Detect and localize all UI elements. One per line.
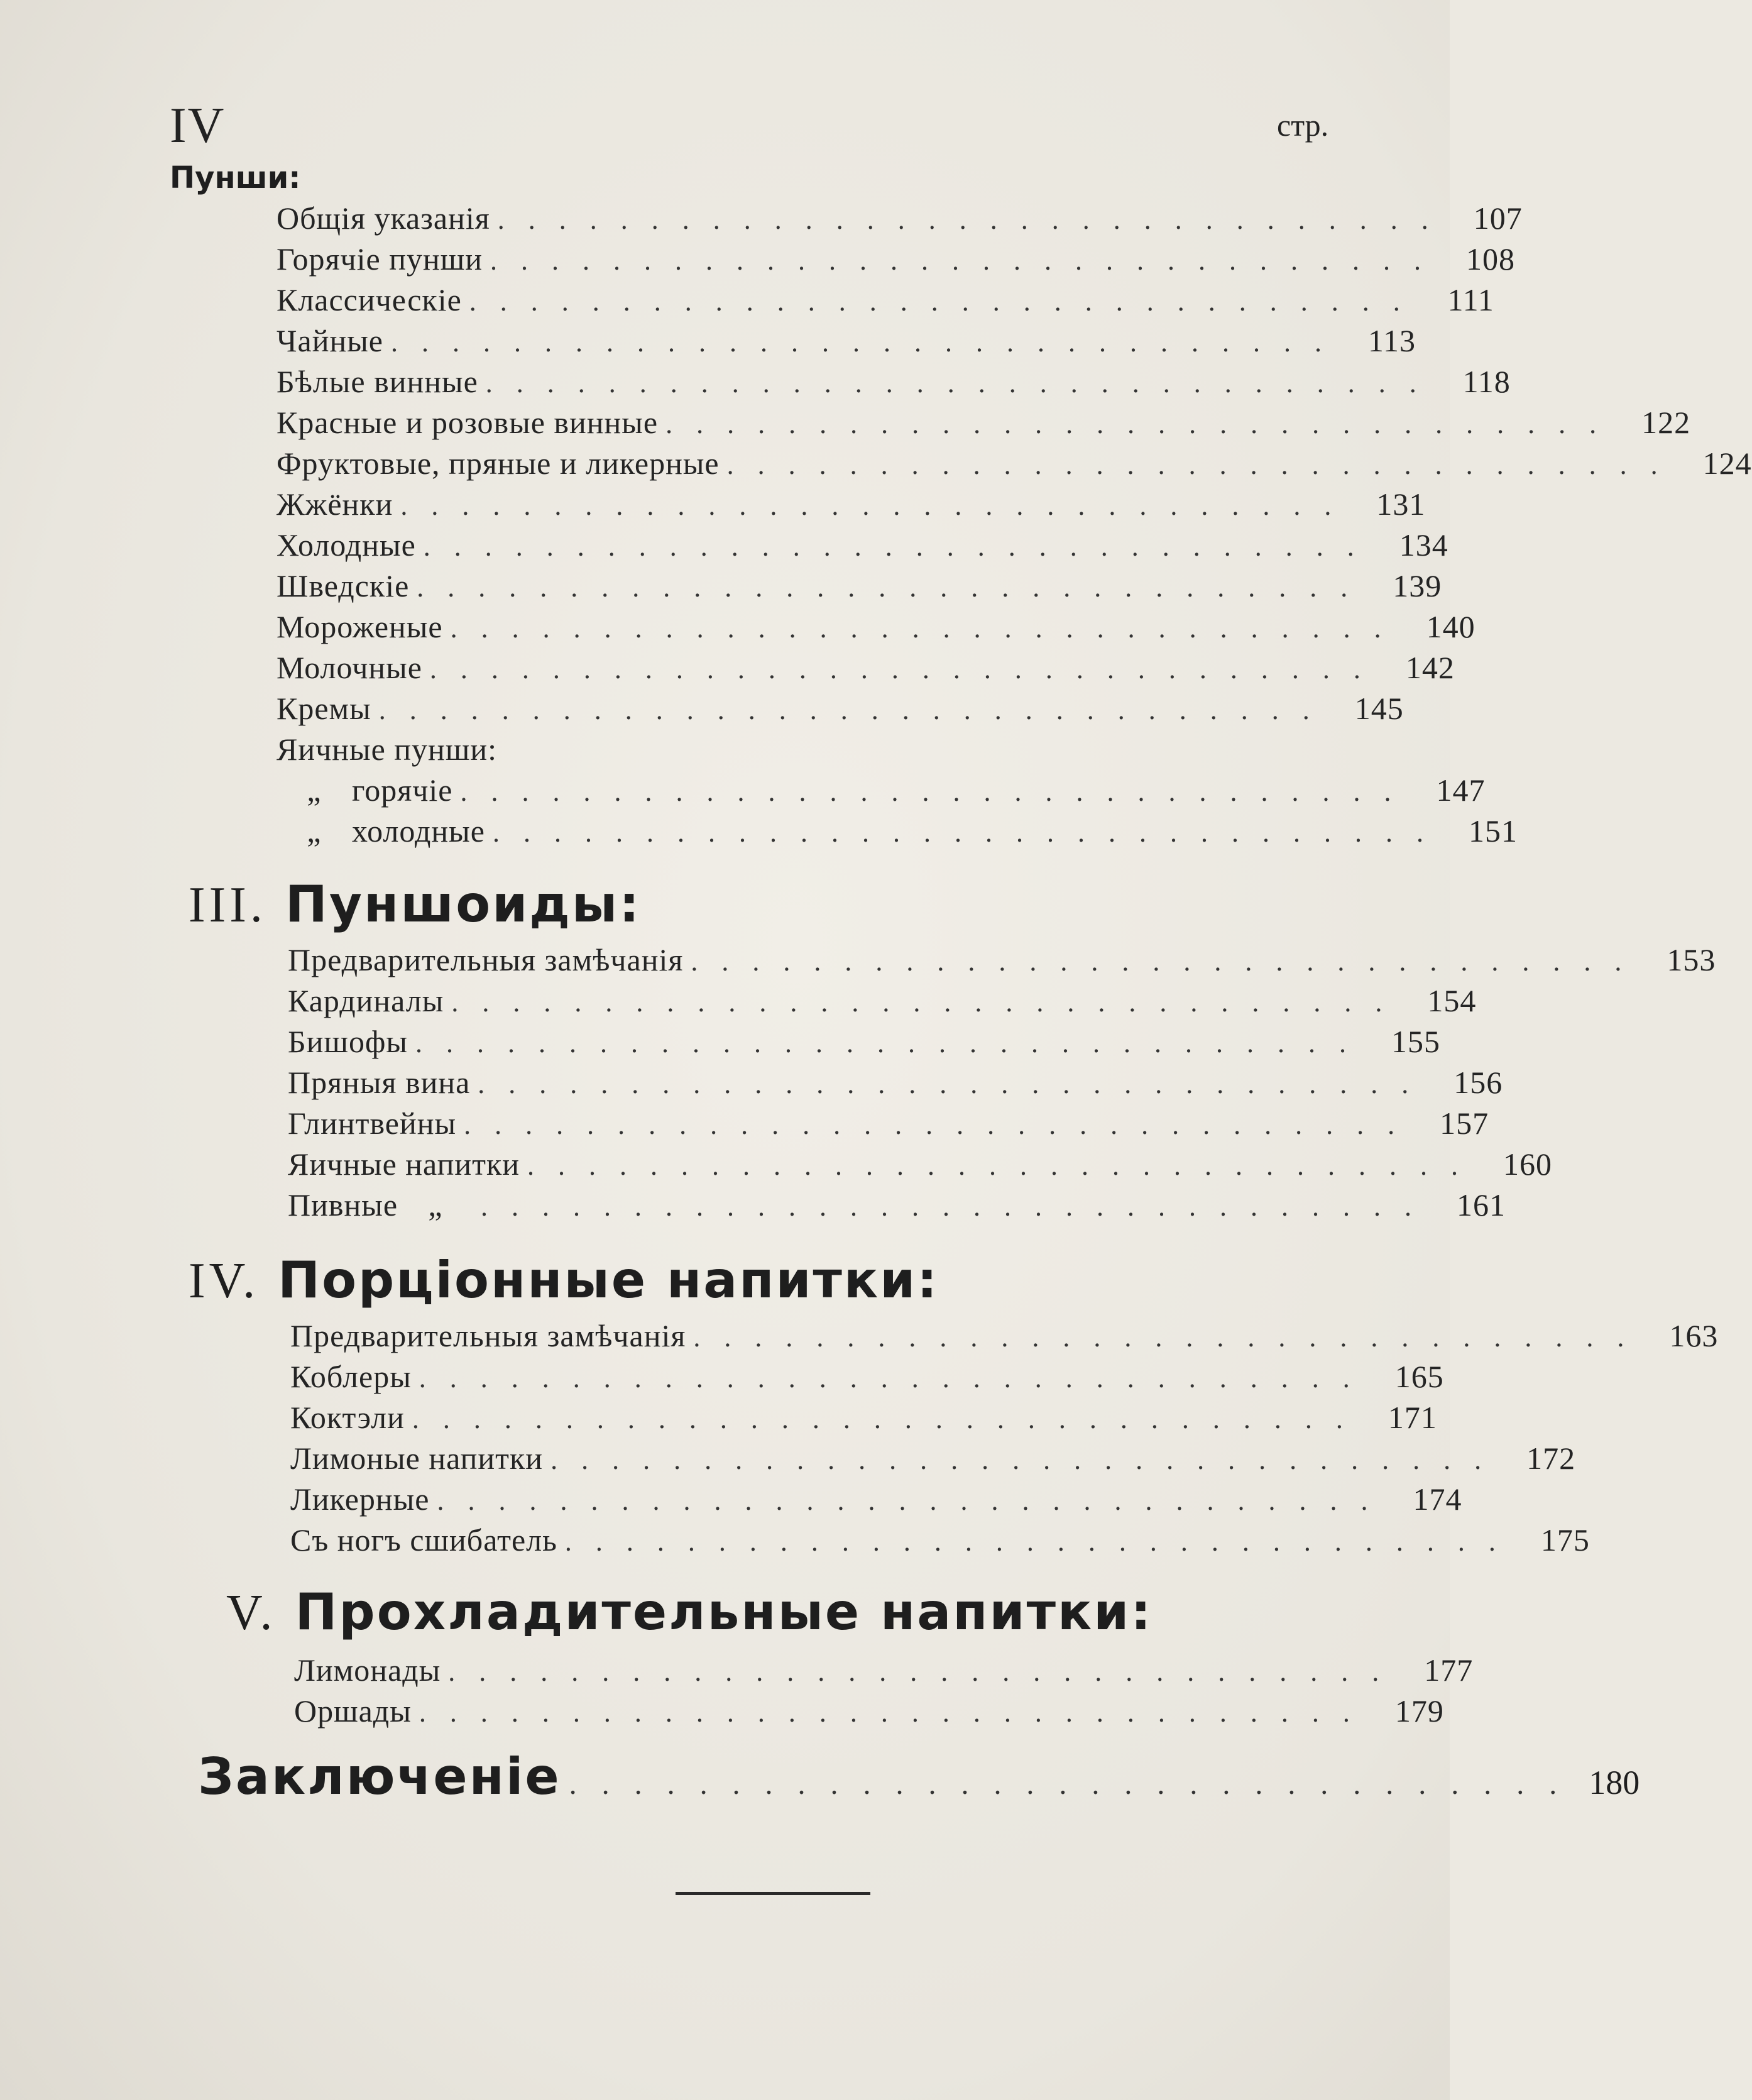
toc-entry-label: Холодные <box>276 527 416 563</box>
toc-entry <box>288 1023 1440 1064</box>
toc-entry-label <box>288 1187 473 1223</box>
toc-entry <box>276 690 1404 730</box>
section-title: Пуншоиды: <box>285 875 642 933</box>
dot-leader: ............................... <box>451 987 1406 1018</box>
dot-leader: ............................... <box>415 1028 1370 1058</box>
toc-entry-label-text: Пивные <box>288 1187 398 1223</box>
toc-entry-label: Бѣлые винные <box>276 364 478 399</box>
toc-entry-page: 107 <box>1473 201 1523 236</box>
toc-entry <box>288 1105 1489 1145</box>
toc-entry-label: Предварительныя замѣчанія <box>288 942 684 977</box>
end-rule <box>676 1892 870 1895</box>
toc-entry <box>288 1187 1506 1227</box>
toc-entry-page: 163 <box>1669 1318 1719 1353</box>
toc-entry-label: Лимоные напитки <box>290 1441 544 1476</box>
page-number: IV <box>170 98 226 153</box>
toc-entry <box>276 608 1476 649</box>
dot-leader: ............................... <box>497 204 1452 235</box>
page-column-label: стр. <box>1277 107 1329 143</box>
section-title: Порціонные напитки: <box>278 1251 939 1309</box>
toc-subentry-label: горячіе <box>352 772 453 808</box>
toc-entry <box>288 982 1477 1023</box>
dot-leader: ............................... <box>481 1191 1436 1222</box>
toc-entry-page: 124 <box>1702 446 1752 481</box>
toc-entry-page: 122 <box>1641 405 1691 440</box>
toc-entry-page: 147 <box>1436 772 1486 808</box>
toc-entry-page: 177 <box>1424 1652 1474 1688</box>
toc-entry <box>290 1317 1719 1358</box>
dot-leader: ............................... <box>726 449 1682 480</box>
conclusion-label: Заключеніе <box>198 1747 561 1806</box>
ditto-mark: „ <box>307 772 322 808</box>
toc-entry-label <box>276 813 485 849</box>
toc-entry-label: Общія указанія <box>276 201 490 236</box>
toc-entry <box>290 1399 1437 1439</box>
toc-entry-page: 142 <box>1405 650 1455 685</box>
toc-entry-page: 113 <box>1367 323 1416 358</box>
toc-entry <box>276 241 1516 281</box>
dot-leader: ............................... <box>485 368 1440 399</box>
dot-leader: ............................... <box>564 1526 1519 1557</box>
dot-leader: ............................... <box>400 490 1355 521</box>
dot-leader: ............................... <box>568 1769 1582 1801</box>
toc-entry-page: 156 <box>1454 1065 1503 1100</box>
toc-entry-label: Коктэли <box>290 1400 405 1435</box>
section-title-punches: Пунши: <box>170 160 301 195</box>
toc-entry <box>290 1440 1576 1480</box>
dot-leader: ............................... <box>412 1404 1367 1434</box>
dot-leader: ............................... <box>478 1069 1433 1099</box>
toc-entry-page: 155 <box>1391 1024 1440 1059</box>
toc-entry-page: 108 <box>1466 241 1516 277</box>
toc-entry-label: Оршады <box>294 1693 412 1729</box>
toc-entry-label: Глинтвейны <box>288 1106 457 1141</box>
toc-entry-page: 171 <box>1388 1400 1437 1435</box>
toc-entry <box>276 486 1426 526</box>
toc-entry-label: Пряныя вина <box>288 1065 471 1100</box>
dot-leader: ............................... <box>417 572 1372 603</box>
toc-entry-page: 154 <box>1427 983 1477 1018</box>
toc-entry <box>288 1064 1503 1104</box>
toc-entry <box>290 1522 1590 1562</box>
toc-entry-label: Жжёнки <box>276 487 393 522</box>
toc-entry <box>290 1358 1444 1399</box>
toc-entry-label: Кремы <box>276 691 371 726</box>
toc-entry <box>276 322 1416 363</box>
toc-entry-label: Горячіе пунши <box>276 241 483 277</box>
toc-entry-label: Коблеры <box>290 1359 412 1394</box>
ditto-mark: „ <box>307 813 322 849</box>
toc-entry-page: 131 <box>1376 487 1426 522</box>
section-heading-refreshing-drinks <box>226 1583 1152 1642</box>
section-number: IV. <box>189 1253 260 1309</box>
toc-entry-page: 118 <box>1462 364 1511 399</box>
dot-leader: ............................... <box>423 531 1378 562</box>
toc-entry-label: Предварительныя замѣчанія <box>290 1318 686 1353</box>
dot-leader: ............................... <box>469 286 1424 317</box>
toc-entry <box>276 649 1455 690</box>
toc-entry-page: 157 <box>1440 1106 1489 1141</box>
dot-leader: ............................... <box>450 613 1405 644</box>
toc-entry-label: Лимонады <box>294 1652 441 1688</box>
section-number: III. <box>189 877 266 933</box>
toc-subgroup-title <box>276 731 1335 771</box>
toc-entry <box>290 1481 1462 1521</box>
toc-entry-label: Съ ногъ сшибатель <box>290 1522 557 1558</box>
toc-entry-page: 174 <box>1413 1482 1462 1517</box>
toc-entry <box>276 445 1752 485</box>
toc-subentry-label: холодные <box>352 813 485 849</box>
toc-entry <box>276 282 1494 322</box>
dot-leader: ............................... <box>492 817 1447 848</box>
ditto-mark: „ <box>428 1187 443 1223</box>
toc-entry-label: Классическіе <box>276 282 462 317</box>
toc-entry <box>276 200 1523 240</box>
toc-entry <box>276 568 1442 608</box>
toc-entry <box>276 772 1486 812</box>
toc-entry <box>294 1652 1474 1692</box>
toc-entry-label: Шведскіе <box>276 568 410 603</box>
section-title: Прохладительные напитки: <box>295 1583 1153 1641</box>
toc-entry <box>276 404 1691 444</box>
toc-entry-page: 172 <box>1526 1441 1576 1476</box>
toc-entry-label: Красные и розовые винные <box>276 405 659 440</box>
dot-leader: ............................... <box>419 1363 1374 1394</box>
toc-entry-label: Бишофы <box>288 1024 408 1059</box>
toc-entry-page: 175 <box>1540 1522 1590 1558</box>
dot-leader: ............................... <box>437 1485 1392 1516</box>
dot-leader: ............................... <box>550 1444 1506 1475</box>
dot-leader: ............................... <box>391 327 1345 358</box>
toc-entry-label: Ликерные <box>290 1482 430 1517</box>
toc-entry <box>276 813 1518 853</box>
toc-entry-label: Фруктовые, пряные и ликерные <box>276 446 720 481</box>
dot-leader: ............................... <box>490 245 1445 276</box>
conclusion-page: 180 <box>1589 1764 1640 1801</box>
dot-leader: ............................... <box>527 1150 1482 1181</box>
toc-subgroup-label: Яичные пунши: <box>276 732 497 767</box>
section-number: V. <box>226 1585 276 1641</box>
toc-entry-page: 145 <box>1354 691 1404 726</box>
toc-entry-label: Кардиналы <box>288 983 444 1018</box>
toc-conclusion <box>198 1747 1640 1806</box>
toc-entry-page: 153 <box>1667 942 1716 977</box>
toc-entry-page: 160 <box>1503 1146 1553 1182</box>
toc-entry <box>294 1693 1444 1733</box>
dot-leader: ............................... <box>429 654 1384 684</box>
dot-leader: ............................... <box>665 409 1621 439</box>
dot-leader: ............................... <box>419 1697 1374 1728</box>
toc-entry-page: 139 <box>1393 568 1442 603</box>
toc-entry-label: Мороженые <box>276 609 443 644</box>
toc-entry-label: Яичные напитки <box>288 1146 520 1182</box>
toc-entry-label: Молочные <box>276 650 422 685</box>
toc-entry-page: 111 <box>1447 282 1494 317</box>
toc-entry <box>288 1146 1553 1186</box>
toc-entry-label: Чайные <box>276 323 383 358</box>
toc-entry-page: 140 <box>1426 609 1476 644</box>
dot-leader: ............................... <box>693 1322 1648 1353</box>
toc-entry-page: 161 <box>1457 1187 1506 1223</box>
dot-leader: ............................... <box>448 1656 1403 1687</box>
toc-entry-page: 151 <box>1468 813 1518 849</box>
toc-entry-page: 179 <box>1394 1693 1444 1729</box>
dot-leader: ............................... <box>691 946 1646 977</box>
section-heading-portion-drinks <box>189 1251 939 1310</box>
toc-entry-page: 134 <box>1399 527 1448 563</box>
toc-entry <box>288 942 1716 982</box>
toc-entry <box>276 527 1448 567</box>
section-heading-punchoids <box>189 875 641 934</box>
toc-entry <box>276 363 1511 404</box>
toc-entry-label <box>276 772 453 808</box>
dot-leader: ............................... <box>460 776 1415 807</box>
dot-leader: ............................... <box>464 1109 1419 1140</box>
toc-entry-page: 165 <box>1394 1359 1444 1394</box>
dot-leader: ............................... <box>378 695 1333 725</box>
